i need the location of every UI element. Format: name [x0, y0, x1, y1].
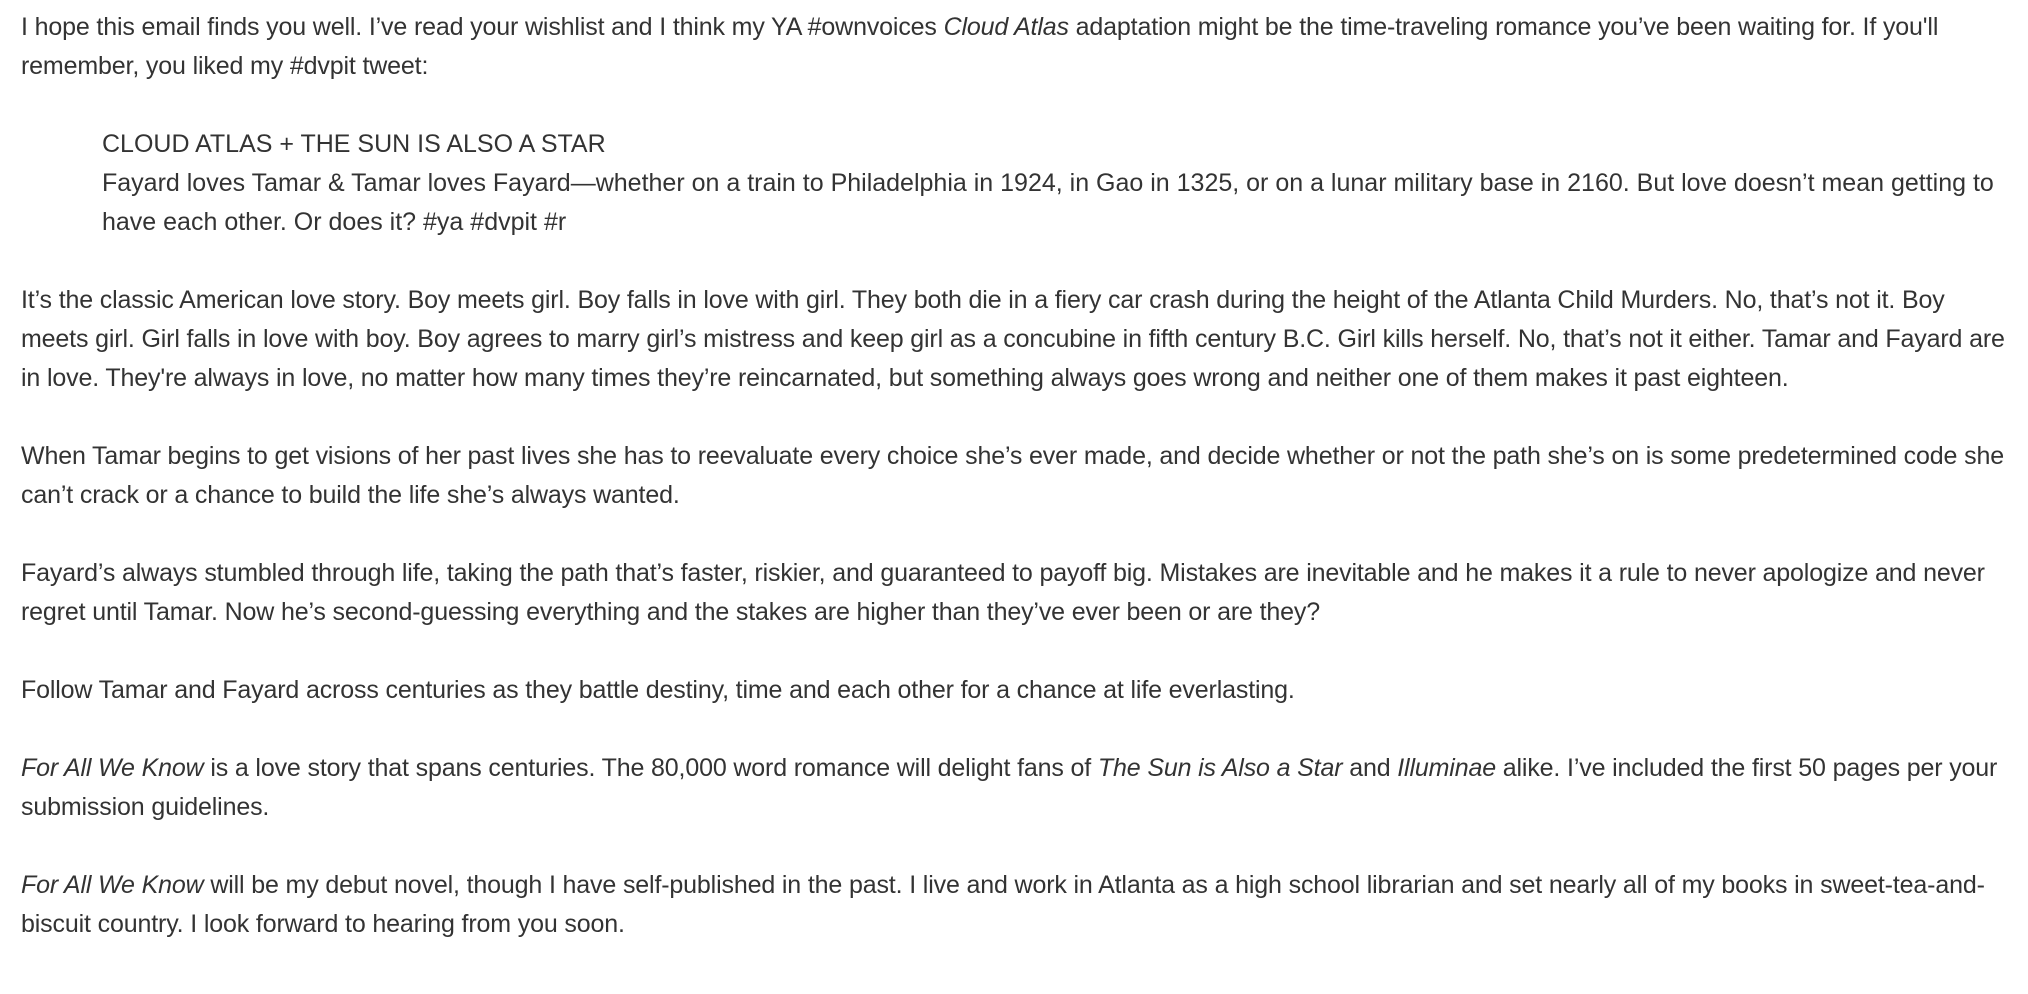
tweet-body: Fayard loves Tamar & Tamar loves Fayard—whether on a train to Philadelphia in 1924, in Gao in 1325, or on a lunar military base in 2160. But love doesn’t mean getting to have each other. Or does it? #ya #dvpit #r [102, 169, 1994, 236]
love-story-paragraph: It’s the classic American love story. Boy meets girl. Boy falls in love with girl. They both die in a fiery car crash during the height of the Atlanta Child Murders. No, that’s not it. Boy meets girl. Girl falls in love with boy. Boy agrees to marry girl’s mistress and keep girl as a concubine in fifth century B.C. Girl kills herself. No, that’s not it either. Tamar and Fayard are in love. They're always in love, no matter how many times they’re reincarnated, but something always goes wrong and neither one of them makes it past eighteen. [21, 286, 2005, 392]
pitch-text-2: and [1342, 754, 1398, 782]
intro-text-2: adaptation might be the time-traveling romance you’ve been waiting for. If you'll remember, you liked my #dvpit tweet: [21, 13, 1939, 80]
intro-text-1: I hope this email finds you well. I’ve read your wishlist and I think my YA #ownvoices [21, 13, 944, 41]
tweet-title: CLOUD ATLAS + THE SUN IS ALSO A STAR [102, 130, 606, 158]
tamar-paragraph: When Tamar begins to get visions of her past lives she has to reevaluate every choice she’s ever made, and decide whether or not the path she’s on is some predetermined code she can’t crack or a chance to build the life she’s always wanted. [21, 442, 2004, 509]
fayard-paragraph: Fayard’s always stumbled through life, taking the path that’s faster, riskier, and guaranteed to payoff big. Mistakes are inevitable and he makes it a rule to never apologize and never regret until Tamar. Now he’s second-guessing everything and the stakes are higher than they’ve ever been or are they? [21, 559, 1985, 626]
cloud-atlas-title: Cloud Atlas [943, 13, 1069, 41]
pitch-text-3: alike. I’ve included the first 50 pages per your submission guidelines. [21, 754, 1998, 821]
comp-title-2: Illuminae [1397, 754, 1496, 782]
follow-paragraph: Follow Tamar and Fayard across centuries as they battle destiny, time and each other for a chance at life everlasting. [21, 676, 1295, 704]
pitch-text-1: is a love story that spans centuries. The 80,000 word romance will delight fans of [203, 754, 1098, 782]
intro-paragraph [21, 8, 2007, 86]
bio-text: will be my debut novel, though I have self-published in the past. I live and work in Atlanta as a high school librarian and set nearly all of my books in sweet-tea-and-biscuit country. I look forward to hearing from you soon. [21, 871, 1985, 938]
comp-title-1: The Sun is Also a Star [1097, 754, 1343, 782]
tweet-quote [102, 125, 2007, 242]
bio-paragraph [21, 866, 2007, 944]
book-title-bio: For All We Know [21, 871, 204, 899]
book-title: For All We Know [21, 754, 204, 782]
pitch-paragraph [21, 749, 2007, 827]
